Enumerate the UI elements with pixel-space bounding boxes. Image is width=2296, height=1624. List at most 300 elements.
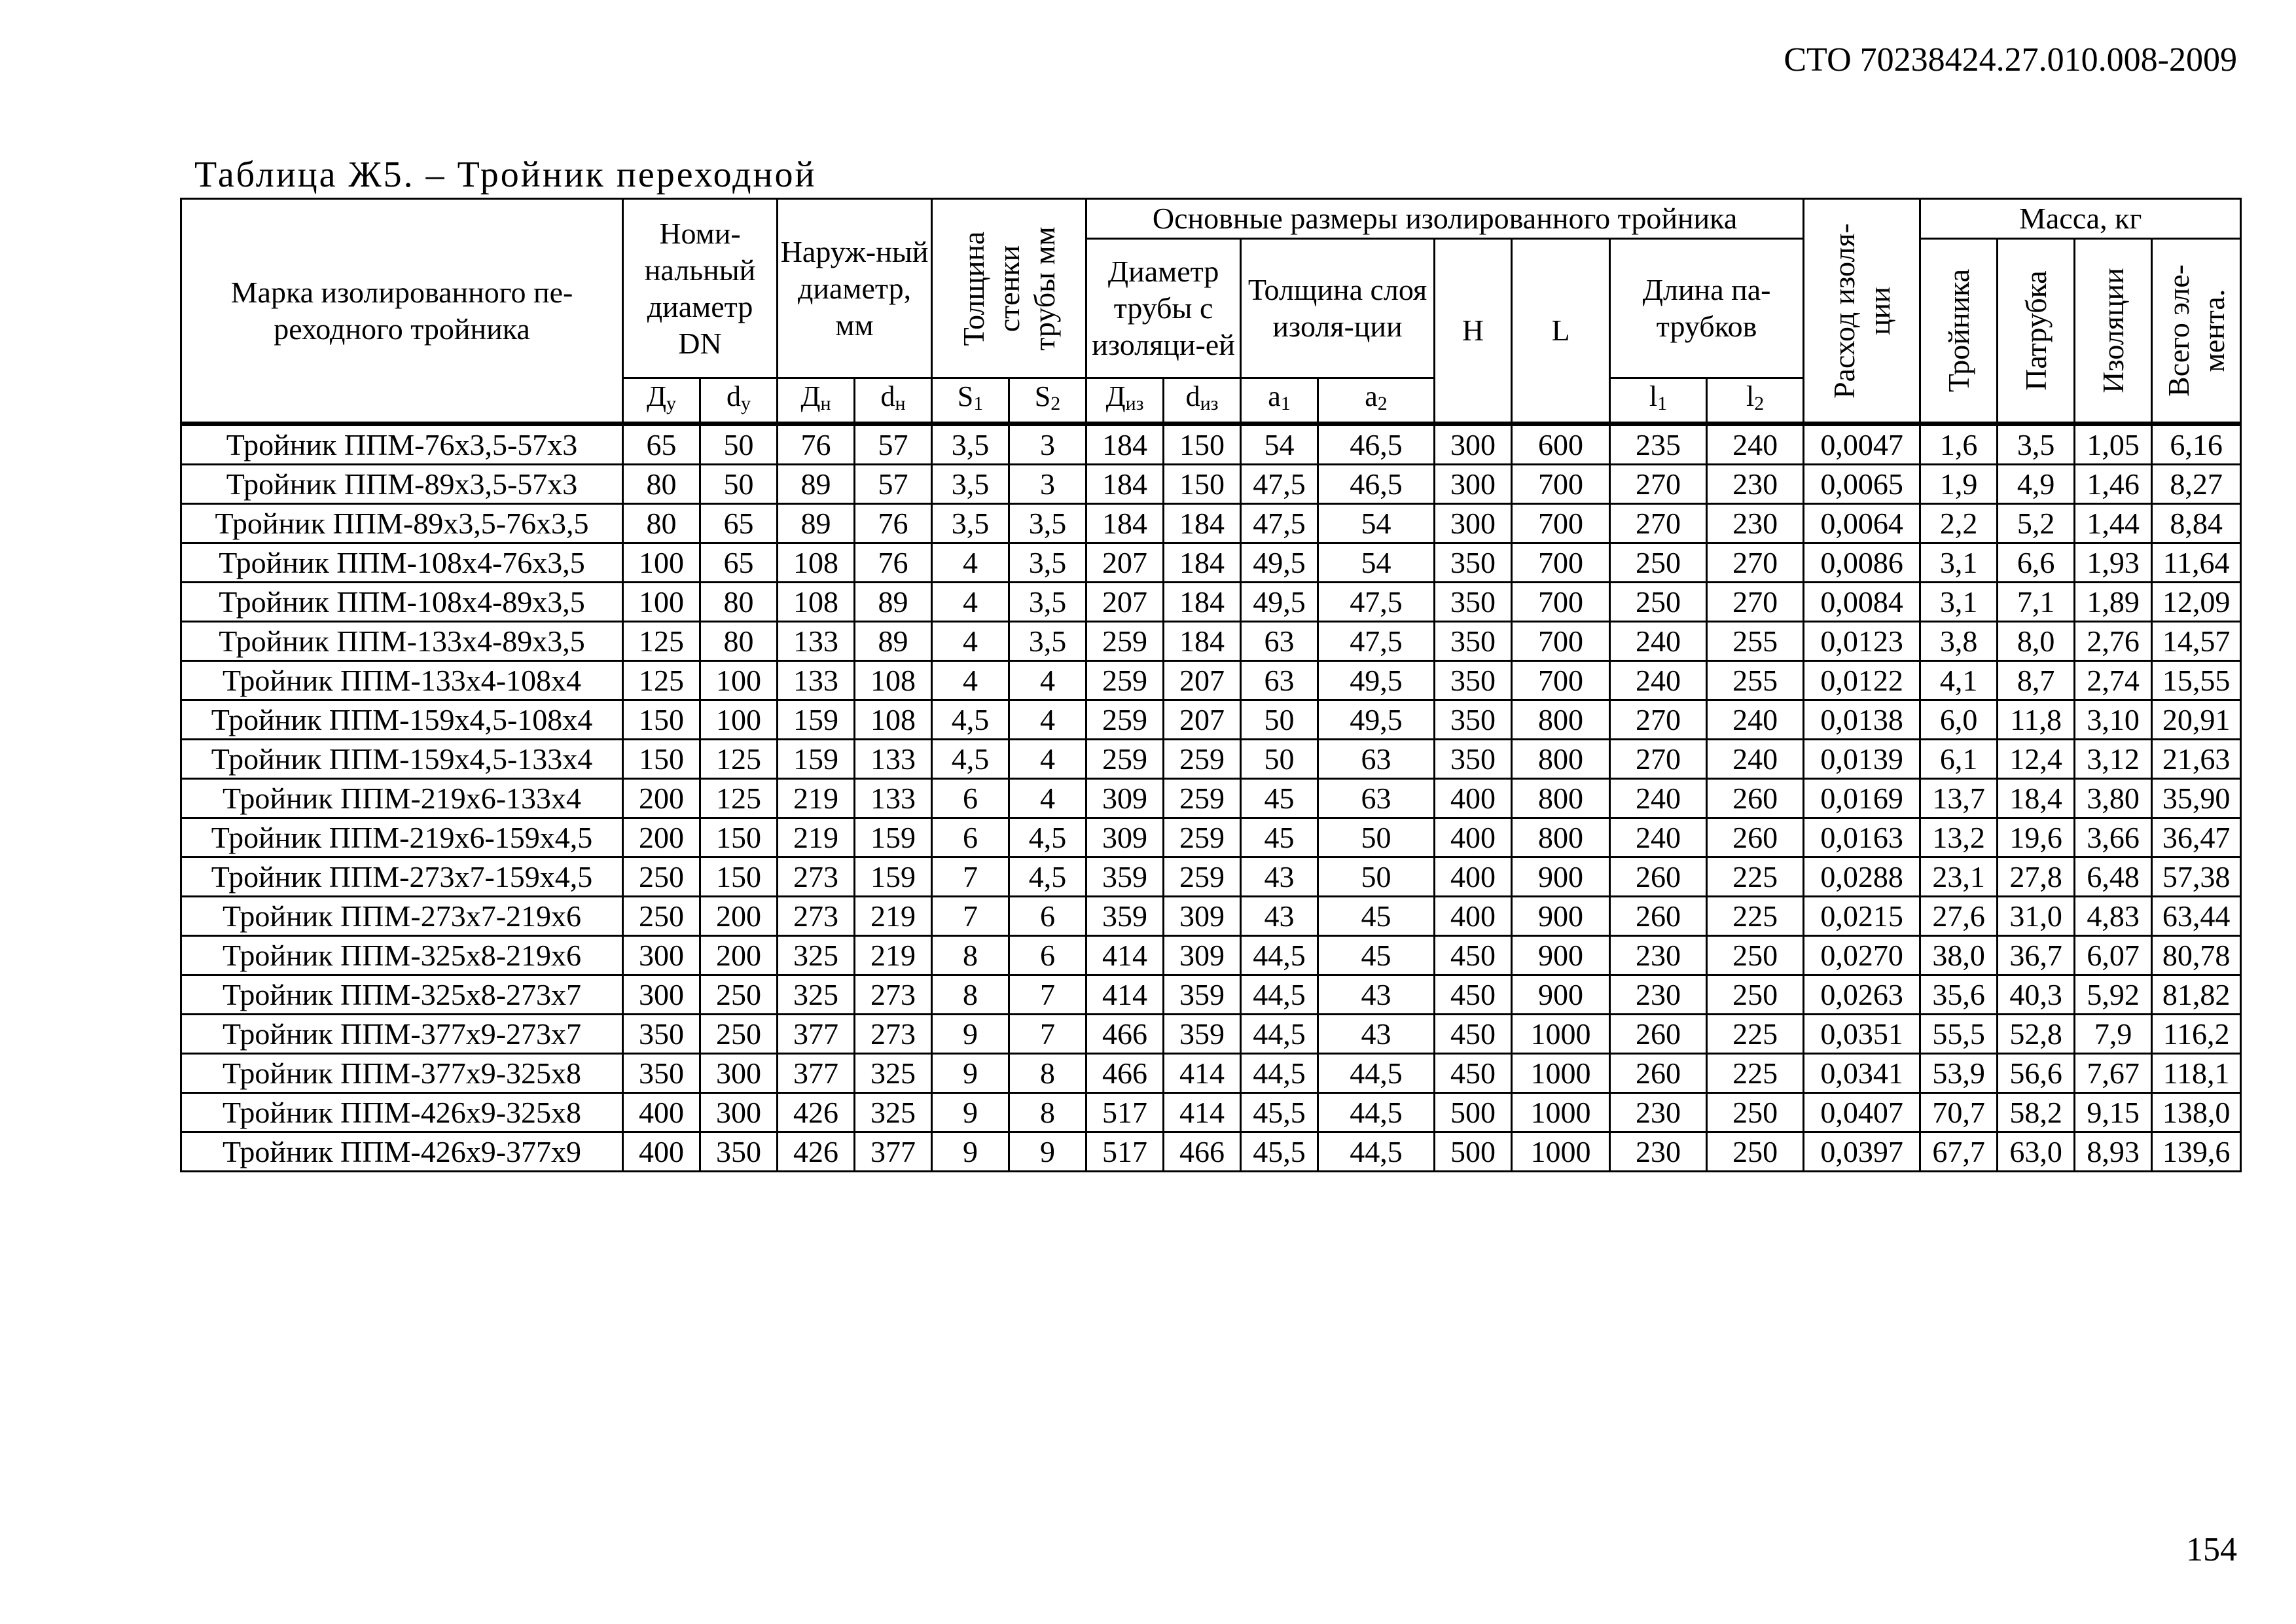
table-cell: 2,74 — [2075, 661, 2152, 700]
table-cell: 57,38 — [2152, 857, 2241, 897]
table-cell: 230 — [1707, 504, 1804, 543]
table-cell: 5,92 — [2075, 975, 2152, 1015]
table-cell: 6 — [932, 779, 1009, 818]
table-cell: 57 — [855, 424, 932, 465]
row-mark-cell: Тройник ППМ-219х6-159х4,5 — [181, 818, 623, 857]
table-cell: 255 — [1707, 622, 1804, 661]
table-cell: 80 — [623, 504, 700, 543]
table-cell: 159 — [778, 700, 855, 740]
table-cell: 350 — [623, 1015, 700, 1054]
table-cell: 46,5 — [1318, 424, 1435, 465]
table-cell: 350 — [700, 1132, 778, 1172]
table-cell: 300 — [1435, 504, 1512, 543]
table-cell: 235 — [1610, 424, 1707, 465]
symbol-Dn: $Д_н$ — [778, 378, 855, 424]
table-cell: 0,0169 — [1804, 779, 1920, 818]
table-cell: 7,9 — [2075, 1015, 2152, 1054]
table-cell: 200 — [623, 779, 700, 818]
table-cell: 350 — [1435, 543, 1512, 583]
table-row — [181, 622, 2241, 661]
table-cell: 400 — [1435, 857, 1512, 897]
table-cell: 4 — [932, 583, 1009, 622]
header-mark: Марка изолированного пе-реходного тройника — [181, 199, 623, 424]
table-cell: 3,5 — [1009, 583, 1086, 622]
table-cell: 3,5 — [1009, 504, 1086, 543]
table-cell: 8 — [932, 975, 1009, 1015]
table-cell: 800 — [1512, 779, 1610, 818]
table-cell: 273 — [855, 975, 932, 1015]
table-cell: 207 — [1164, 700, 1241, 740]
row-mark-cell: Тройник ППМ-377х9-273х7 — [181, 1015, 623, 1054]
table-cell: 250 — [1707, 1132, 1804, 1172]
table-cell: 0,0047 — [1804, 424, 1920, 465]
table-cell: 4,5 — [932, 740, 1009, 779]
table-cell: 9 — [932, 1054, 1009, 1093]
table-cell: 466 — [1086, 1054, 1164, 1093]
table-cell: 6 — [1009, 897, 1086, 936]
table-cell: 350 — [1435, 661, 1512, 700]
table-cell: 2,76 — [2075, 622, 2152, 661]
table-cell: 133 — [778, 661, 855, 700]
table-cell: 57 — [855, 465, 932, 504]
header-insulation-consumption: Расход изоля-ции — [1804, 199, 1920, 424]
page-number: 154 — [2186, 1531, 2237, 1568]
table-cell: 108 — [855, 700, 932, 740]
table-cell: 270 — [1707, 543, 1804, 583]
table-cell: 63 — [1241, 622, 1318, 661]
table-cell: 240 — [1707, 424, 1804, 465]
header-wall-thickness: Толщина стенки трубы мм — [932, 199, 1086, 378]
table-cell: 76 — [778, 424, 855, 465]
table-cell: 900 — [1512, 936, 1610, 975]
table-cell: 4 — [1009, 740, 1086, 779]
table-cell: 1,6 — [1920, 424, 1998, 465]
table-cell: 250 — [1610, 583, 1707, 622]
table-cell: 700 — [1512, 583, 1610, 622]
header-mass: Масса, кг — [1920, 199, 2241, 239]
table-cell: 250 — [1707, 1093, 1804, 1132]
table-cell: 14,57 — [2152, 622, 2241, 661]
table-cell: 27,6 — [1920, 897, 1998, 936]
table-cell: 700 — [1512, 543, 1610, 583]
table-cell: 300 — [623, 936, 700, 975]
table-cell: 4 — [932, 543, 1009, 583]
table-cell: 44,5 — [1241, 936, 1318, 975]
table-cell: 240 — [1707, 700, 1804, 740]
header-mass-tee: Тройника — [1920, 239, 1998, 424]
table-cell: 7,67 — [2075, 1054, 2152, 1093]
table-cell: 65 — [700, 543, 778, 583]
table-cell: 250 — [623, 857, 700, 897]
table-cell: 517 — [1086, 1132, 1164, 1172]
table-cell: 19,6 — [1998, 818, 2075, 857]
table-row — [181, 583, 2241, 622]
table-cell: 259 — [1164, 818, 1241, 857]
table-cell: 225 — [1707, 1015, 1804, 1054]
table-cell: 250 — [700, 975, 778, 1015]
table-cell: 116,2 — [2152, 1015, 2241, 1054]
table-cell: 230 — [1610, 975, 1707, 1015]
table-cell: 43 — [1241, 857, 1318, 897]
table-cell: 89 — [778, 504, 855, 543]
symbol-dn: $d_н$ — [855, 378, 932, 424]
table-cell: 0,0086 — [1804, 543, 1920, 583]
table-cell: 400 — [1435, 897, 1512, 936]
table-cell: 4,5 — [1009, 818, 1086, 857]
table-cell: 3,5 — [932, 424, 1009, 465]
table-cell: 43 — [1241, 897, 1318, 936]
table-cell: 0,0122 — [1804, 661, 1920, 700]
table-row — [181, 857, 2241, 897]
table-cell: 3 — [1009, 424, 1086, 465]
table-cell: 11,8 — [1998, 700, 2075, 740]
table-cell: 150 — [1164, 465, 1241, 504]
table-row — [181, 1054, 2241, 1093]
table-cell: 3,12 — [2075, 740, 2152, 779]
table-cell: 259 — [1086, 661, 1164, 700]
table-cell: 466 — [1164, 1132, 1241, 1172]
table-cell: 325 — [855, 1054, 932, 1093]
table-cell: 259 — [1164, 740, 1241, 779]
table-cell: 3,10 — [2075, 700, 2152, 740]
table-row — [181, 779, 2241, 818]
table-cell: 50 — [1241, 700, 1318, 740]
table-cell: 9 — [932, 1015, 1009, 1054]
table-cell: 184 — [1086, 504, 1164, 543]
symbol-Diz: $Д_{из}$ — [1086, 378, 1164, 424]
document-code: СТО 70238424.27.010.008-2009 — [1784, 41, 2237, 79]
table-cell: 466 — [1086, 1015, 1164, 1054]
table-row — [181, 465, 2241, 504]
table-cell: 300 — [1435, 465, 1512, 504]
table-cell: 63 — [1318, 779, 1435, 818]
table-cell: 3,5 — [1009, 622, 1086, 661]
table-cell: 7 — [1009, 975, 1086, 1015]
table-cell: 309 — [1086, 818, 1164, 857]
header-mass-total: Всего эле-мента. — [2152, 239, 2241, 424]
table-cell: 0,0407 — [1804, 1093, 1920, 1132]
table-cell: 300 — [700, 1054, 778, 1093]
table-cell: 1000 — [1512, 1054, 1610, 1093]
table-cell: 400 — [623, 1093, 700, 1132]
table-cell: 43 — [1318, 1015, 1435, 1054]
table-cell: 1,44 — [2075, 504, 2152, 543]
table-cell: 270 — [1610, 504, 1707, 543]
symbol-l1: $l_1$ — [1610, 378, 1707, 424]
symbol-a1: $a_1$ — [1241, 378, 1318, 424]
table-cell: 300 — [1435, 424, 1512, 465]
table-cell: 3,5 — [932, 465, 1009, 504]
table-cell: 43 — [1318, 975, 1435, 1015]
table-cell: 54 — [1241, 424, 1318, 465]
table-row — [181, 661, 2241, 700]
table-cell: 44,5 — [1241, 1015, 1318, 1054]
row-mark-cell: Тройник ППМ-273х7-219х6 — [181, 897, 623, 936]
table-cell: 377 — [855, 1132, 932, 1172]
table-cell: 44,5 — [1318, 1093, 1435, 1132]
table-cell: 250 — [1610, 543, 1707, 583]
header-mass-branch: Патрубка — [1998, 239, 2075, 424]
table-cell: 6 — [932, 818, 1009, 857]
table-cell: 12,4 — [1998, 740, 2075, 779]
table-cell: 0,0084 — [1804, 583, 1920, 622]
symbol-dy: $d_у$ — [700, 378, 778, 424]
symbol-l2: $l_2$ — [1707, 378, 1804, 424]
table-cell: 207 — [1086, 543, 1164, 583]
table-cell: 46,5 — [1318, 465, 1435, 504]
table-cell: 240 — [1610, 818, 1707, 857]
table-cell: 350 — [1435, 622, 1512, 661]
table-cell: 45,5 — [1241, 1093, 1318, 1132]
table-cell: 11,64 — [2152, 543, 2241, 583]
table-cell: 700 — [1512, 661, 1610, 700]
header-main-sizes: Основные размеры изолированного тройника — [1086, 199, 1804, 239]
table-cell: 219 — [855, 936, 932, 975]
table-cell: 184 — [1164, 504, 1241, 543]
table-cell: 0,0123 — [1804, 622, 1920, 661]
table-cell: 50 — [1318, 818, 1435, 857]
row-mark-cell: Тройник ППМ-159х4,5-108х4 — [181, 700, 623, 740]
table-cell: 150 — [623, 740, 700, 779]
table-cell: 7 — [932, 857, 1009, 897]
table-cell: 27,8 — [1998, 857, 2075, 897]
table-cell: 56,6 — [1998, 1054, 2075, 1093]
row-mark-cell: Тройник ППМ-377х9-325х8 — [181, 1054, 623, 1093]
row-mark-cell: Тройник ППМ-159х4,5-133х4 — [181, 740, 623, 779]
table-cell: 108 — [855, 661, 932, 700]
table-cell: 207 — [1086, 583, 1164, 622]
table-row — [181, 740, 2241, 779]
table-cell: 89 — [855, 583, 932, 622]
table-cell: 0,0138 — [1804, 700, 1920, 740]
table-cell: 450 — [1435, 936, 1512, 975]
row-mark-cell: Тройник ППМ-133х4-108х4 — [181, 661, 623, 700]
table-cell: 45,5 — [1241, 1132, 1318, 1172]
table-cell: 225 — [1707, 1054, 1804, 1093]
table-cell: 0,0215 — [1804, 897, 1920, 936]
table-cell: 13,7 — [1920, 779, 1998, 818]
table-cell: 6,16 — [2152, 424, 2241, 465]
table-cell: 12,09 — [2152, 583, 2241, 622]
table-row — [181, 543, 2241, 583]
table-cell: 13,2 — [1920, 818, 1998, 857]
table-cell: 4 — [1009, 661, 1086, 700]
table-cell: 100 — [623, 543, 700, 583]
table-cell: 800 — [1512, 700, 1610, 740]
table-cell: 260 — [1707, 818, 1804, 857]
table-cell: 0,0263 — [1804, 975, 1920, 1015]
table-cell: 15,55 — [2152, 661, 2241, 700]
table-cell: 150 — [700, 818, 778, 857]
table-cell: 273 — [855, 1015, 932, 1054]
table-cell: 309 — [1086, 779, 1164, 818]
table-cell: 3,80 — [2075, 779, 2152, 818]
table-cell: 250 — [700, 1015, 778, 1054]
table-cell: 200 — [700, 897, 778, 936]
table-cell: 36,47 — [2152, 818, 2241, 857]
table-cell: 259 — [1086, 622, 1164, 661]
table-cell: 89 — [778, 465, 855, 504]
table-cell: 300 — [700, 1093, 778, 1132]
table-cell: 260 — [1610, 897, 1707, 936]
table-cell: 0,0139 — [1804, 740, 1920, 779]
table-cell: 259 — [1086, 700, 1164, 740]
row-mark-cell: Тройник ППМ-133х4-89х3,5 — [181, 622, 623, 661]
table-cell: 260 — [1707, 779, 1804, 818]
table-cell: 259 — [1164, 779, 1241, 818]
table-cell: 125 — [623, 661, 700, 700]
table-cell: 450 — [1435, 1015, 1512, 1054]
table-cell: 58,2 — [1998, 1093, 2075, 1132]
table-cell: 7 — [1009, 1015, 1086, 1054]
table-cell: 21,63 — [2152, 740, 2241, 779]
table-cell: 700 — [1512, 465, 1610, 504]
table-cell: 240 — [1610, 622, 1707, 661]
table-cell: 159 — [778, 740, 855, 779]
table-cell: 89 — [855, 622, 932, 661]
symbol-diz: $d_{из}$ — [1164, 378, 1241, 424]
table-cell: 259 — [1086, 740, 1164, 779]
table-cell: 49,5 — [1241, 583, 1318, 622]
table-cell: 76 — [855, 543, 932, 583]
table-cell: 3,1 — [1920, 543, 1998, 583]
table-cell: 150 — [1164, 424, 1241, 465]
table-cell: 8,84 — [2152, 504, 2241, 543]
table-cell: 240 — [1610, 779, 1707, 818]
table-cell: 6,07 — [2075, 936, 2152, 975]
table-cell: 50 — [700, 424, 778, 465]
table-cell: 350 — [1435, 700, 1512, 740]
table-cell: 259 — [1164, 857, 1241, 897]
table-cell: 44,5 — [1318, 1054, 1435, 1093]
table-row — [181, 818, 2241, 857]
table-cell: 45 — [1241, 779, 1318, 818]
table-cell: 1,9 — [1920, 465, 1998, 504]
table-cell: 80 — [700, 622, 778, 661]
table-cell: 8,93 — [2075, 1132, 2152, 1172]
table-cell: 414 — [1086, 975, 1164, 1015]
table-cell: 400 — [1435, 818, 1512, 857]
table-cell: 219 — [855, 897, 932, 936]
table-cell: 0,0341 — [1804, 1054, 1920, 1093]
table-cell: 250 — [623, 897, 700, 936]
table-cell: 45 — [1241, 818, 1318, 857]
row-mark-cell: Тройник ППМ-273х7-159х4,5 — [181, 857, 623, 897]
table-cell: 426 — [778, 1132, 855, 1172]
table-cell: 0,0064 — [1804, 504, 1920, 543]
table-row — [181, 504, 2241, 543]
table-cell: 63 — [1241, 661, 1318, 700]
table-cell: 1000 — [1512, 1093, 1610, 1132]
table-cell: 125 — [623, 622, 700, 661]
table-cell: 150 — [623, 700, 700, 740]
table-cell: 900 — [1512, 897, 1610, 936]
table-cell: 4 — [1009, 779, 1086, 818]
table-cell: 49,5 — [1241, 543, 1318, 583]
table-cell: 184 — [1164, 622, 1241, 661]
table-cell: 350 — [1435, 740, 1512, 779]
table-cell: 0,0351 — [1804, 1015, 1920, 1054]
table-cell: 4,1 — [1920, 661, 1998, 700]
table-cell: 49,5 — [1318, 661, 1435, 700]
table-cell: 47,5 — [1241, 504, 1318, 543]
table-cell: 9,15 — [2075, 1093, 2152, 1132]
table-cell: 67,7 — [1920, 1132, 1998, 1172]
symbol-Dy: $Д_у$ — [623, 378, 700, 424]
table-cell: 100 — [700, 700, 778, 740]
table-cell: 240 — [1707, 740, 1804, 779]
table-cell: 225 — [1707, 897, 1804, 936]
table-cell: 31,0 — [1998, 897, 2075, 936]
table-cell: 47,5 — [1241, 465, 1318, 504]
table-cell: 1,05 — [2075, 424, 2152, 465]
table-cell: 80 — [700, 583, 778, 622]
table-cell: 44,5 — [1318, 1132, 1435, 1172]
table-cell: 63,0 — [1998, 1132, 2075, 1172]
table-cell: 219 — [778, 779, 855, 818]
table-cell: 1,89 — [2075, 583, 2152, 622]
table-cell: 8 — [1009, 1054, 1086, 1093]
table-cell: 377 — [778, 1054, 855, 1093]
table-cell: 4 — [1009, 700, 1086, 740]
row-mark-cell: Тройник ППМ-108х4-89х3,5 — [181, 583, 623, 622]
table-cell: 7 — [932, 897, 1009, 936]
table-cell: 53,9 — [1920, 1054, 1998, 1093]
table-cell: 3,5 — [932, 504, 1009, 543]
table-cell: 309 — [1164, 897, 1241, 936]
table-cell: 3,5 — [1998, 424, 2075, 465]
table-body — [181, 424, 2241, 1172]
table-cell: 7,1 — [1998, 583, 2075, 622]
table-cell: 100 — [700, 661, 778, 700]
table-cell: 8,7 — [1998, 661, 2075, 700]
table-cell: 426 — [778, 1093, 855, 1132]
table-cell: 1,93 — [2075, 543, 2152, 583]
table-cell: 133 — [778, 622, 855, 661]
table-cell: 414 — [1164, 1054, 1241, 1093]
table-cell: 800 — [1512, 818, 1610, 857]
row-mark-cell: Тройник ППМ-89х3,5-76х3,5 — [181, 504, 623, 543]
table-cell: 900 — [1512, 857, 1610, 897]
table-cell: 240 — [1610, 661, 1707, 700]
table-cell: 52,8 — [1998, 1015, 2075, 1054]
table-cell: 0,0288 — [1804, 857, 1920, 897]
table-cell: 4,9 — [1998, 465, 2075, 504]
table-cell: 150 — [700, 857, 778, 897]
row-mark-cell: Тройник ППМ-108х4-76х3,5 — [181, 543, 623, 583]
header-mass-insulation: Изоляции — [2075, 239, 2152, 424]
table-cell: 414 — [1086, 936, 1164, 975]
table-cell: 3,5 — [1009, 543, 1086, 583]
table-cell: 8,0 — [1998, 622, 2075, 661]
table-cell: 450 — [1435, 1054, 1512, 1093]
table-cell: 300 — [623, 975, 700, 1015]
table-cell: 270 — [1610, 465, 1707, 504]
row-mark-cell: Тройник ППМ-325х8-219х6 — [181, 936, 623, 975]
table-cell: 36,7 — [1998, 936, 2075, 975]
table-cell: 270 — [1707, 583, 1804, 622]
table-cell: 3,66 — [2075, 818, 2152, 857]
table-cell: 81,82 — [2152, 975, 2241, 1015]
table-cell: 35,90 — [2152, 779, 2241, 818]
table-cell: 35,6 — [1920, 975, 1998, 1015]
table-cell: 50 — [1241, 740, 1318, 779]
table-cell: 2,2 — [1920, 504, 1998, 543]
header-insulation-thickness: Толщина слоя изоля-ции — [1241, 239, 1435, 378]
table-row — [181, 975, 2241, 1015]
symbol-S1: $S_1$ — [932, 378, 1009, 424]
table-cell: 900 — [1512, 975, 1610, 1015]
